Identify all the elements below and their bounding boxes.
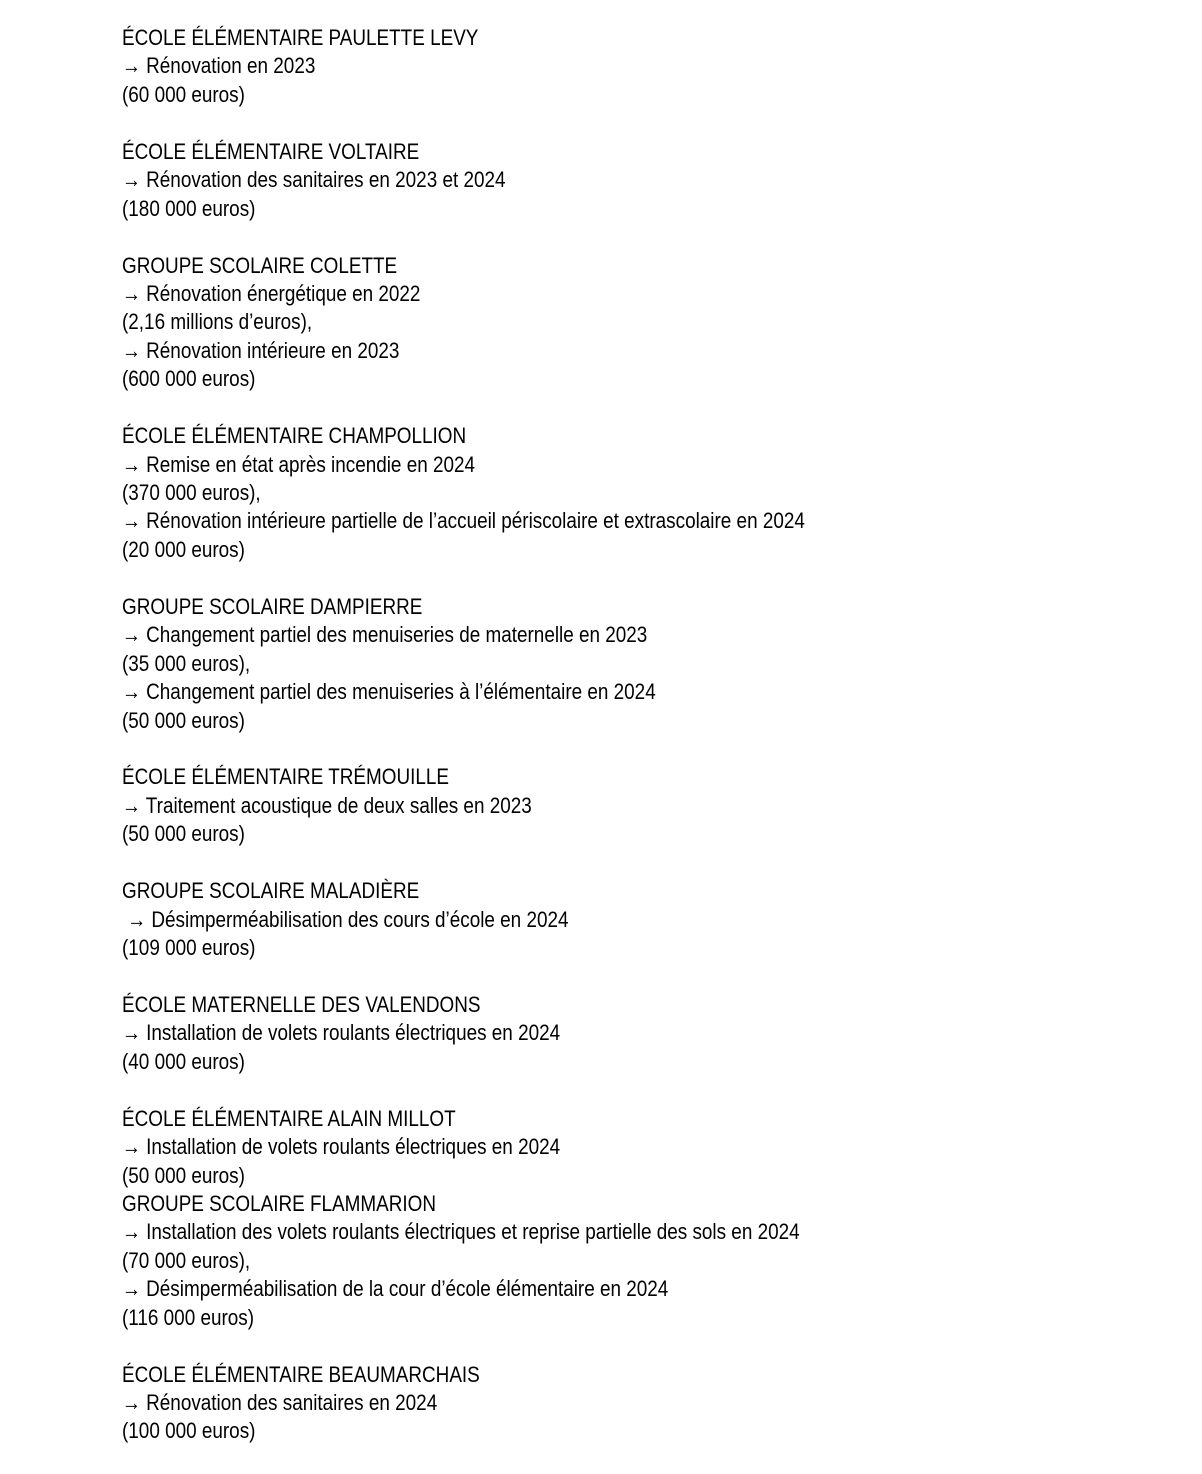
work-cost: (50 000 euros) xyxy=(122,821,245,847)
school-name: GROUPE SCOLAIRE MALADIÈRE xyxy=(122,878,420,904)
school-name: GROUPE SCOLAIRE COLETTE xyxy=(122,252,398,278)
school-entry xyxy=(122,1190,962,1332)
school-entry xyxy=(122,422,962,564)
school-name: ÉCOLE ÉLÉMENTAIRE TRÉMOUILLE xyxy=(122,764,449,790)
work-description: → Désimperméabilisation de la cour d’école élémentaire en 2024 xyxy=(122,1276,669,1302)
school-entry xyxy=(122,138,962,223)
work-description: → Rénovation énergétique en 2022 xyxy=(122,280,421,306)
school-name: ÉCOLE ÉLÉMENTAIRE VOLTAIRE xyxy=(122,138,420,164)
work-cost: (600 000 euros) xyxy=(122,366,256,392)
work-cost: (109 000 euros) xyxy=(122,935,256,960)
work-description: → Installation de volets roulants électriques en 2024 xyxy=(122,1020,561,1046)
school-entry xyxy=(122,24,962,109)
school-name: ÉCOLE ÉLÉMENTAIRE CHAMPOLLION xyxy=(122,423,467,449)
school-name: ÉCOLE ÉLÉMENTAIRE ALAIN MILLOT xyxy=(122,1105,456,1131)
work-cost: (50 000 euros) xyxy=(122,707,245,733)
work-description: → Changement partiel des menuiseries de maternelle en 2023 xyxy=(122,622,648,648)
school-entry xyxy=(122,252,962,394)
document-body xyxy=(122,24,962,1474)
work-description: → Traitement acoustique de deux salles en 2023 xyxy=(122,792,532,818)
work-description: → Installation de volets roulants électriques en 2024 xyxy=(122,1134,561,1160)
school-entry xyxy=(122,1361,962,1446)
work-description: → Rénovation en 2023 xyxy=(122,53,316,79)
school-name: GROUPE SCOLAIRE DAMPIERRE xyxy=(122,593,423,619)
work-description: → Installation des volets roulants électriques et reprise partielle des sols en 2024 xyxy=(122,1219,800,1245)
work-cost: (60 000 euros) xyxy=(122,81,245,107)
work-description: → Rénovation intérieure partielle de l’accueil périscolaire et extrascolaire en 2024 xyxy=(122,508,805,534)
work-cost: (370 000 euros), xyxy=(122,480,261,505)
work-cost: (50 000 euros) xyxy=(122,1162,245,1188)
work-cost: (35 000 euros), xyxy=(122,650,251,676)
work-description: → Changement partiel des menuiseries à l’élémentaire en 2024 xyxy=(122,679,656,705)
work-description: → Rénovation intérieure en 2023 xyxy=(122,337,400,363)
work-cost: (116 000 euros) xyxy=(122,1304,255,1330)
work-cost: (40 000 euros) xyxy=(122,1048,245,1074)
school-entry xyxy=(122,877,962,962)
school-entry xyxy=(122,763,962,848)
work-cost: (20 000 euros) xyxy=(122,536,245,562)
school-entry xyxy=(122,991,962,1076)
work-cost: (100 000 euros) xyxy=(122,1418,256,1444)
school-name: ÉCOLE MATERNELLE DES VALENDONS xyxy=(122,991,481,1017)
work-description: → Rénovation des sanitaires en 2024 xyxy=(122,1390,438,1415)
work-cost: (2,16 millions d’euros), xyxy=(122,309,313,335)
school-name: ÉCOLE ÉLÉMENTAIRE PAULETTE LEVY xyxy=(122,25,479,50)
school-name: GROUPE SCOLAIRE FLAMMARION xyxy=(122,1190,437,1216)
work-description: → Remise en état après incendie en 2024 xyxy=(122,451,476,477)
school-entry xyxy=(122,593,962,735)
school-entry xyxy=(122,1105,962,1190)
work-cost: (180 000 euros) xyxy=(122,195,256,221)
work-cost: (70 000 euros), xyxy=(122,1247,251,1273)
work-description: → Rénovation des sanitaires en 2023 et 2024 xyxy=(122,167,506,193)
school-name: ÉCOLE ÉLÉMENTAIRE BEAUMARCHAIS xyxy=(122,1361,480,1387)
work-description: → Désimperméabilisation des cours d’école en 2024 xyxy=(122,906,569,932)
